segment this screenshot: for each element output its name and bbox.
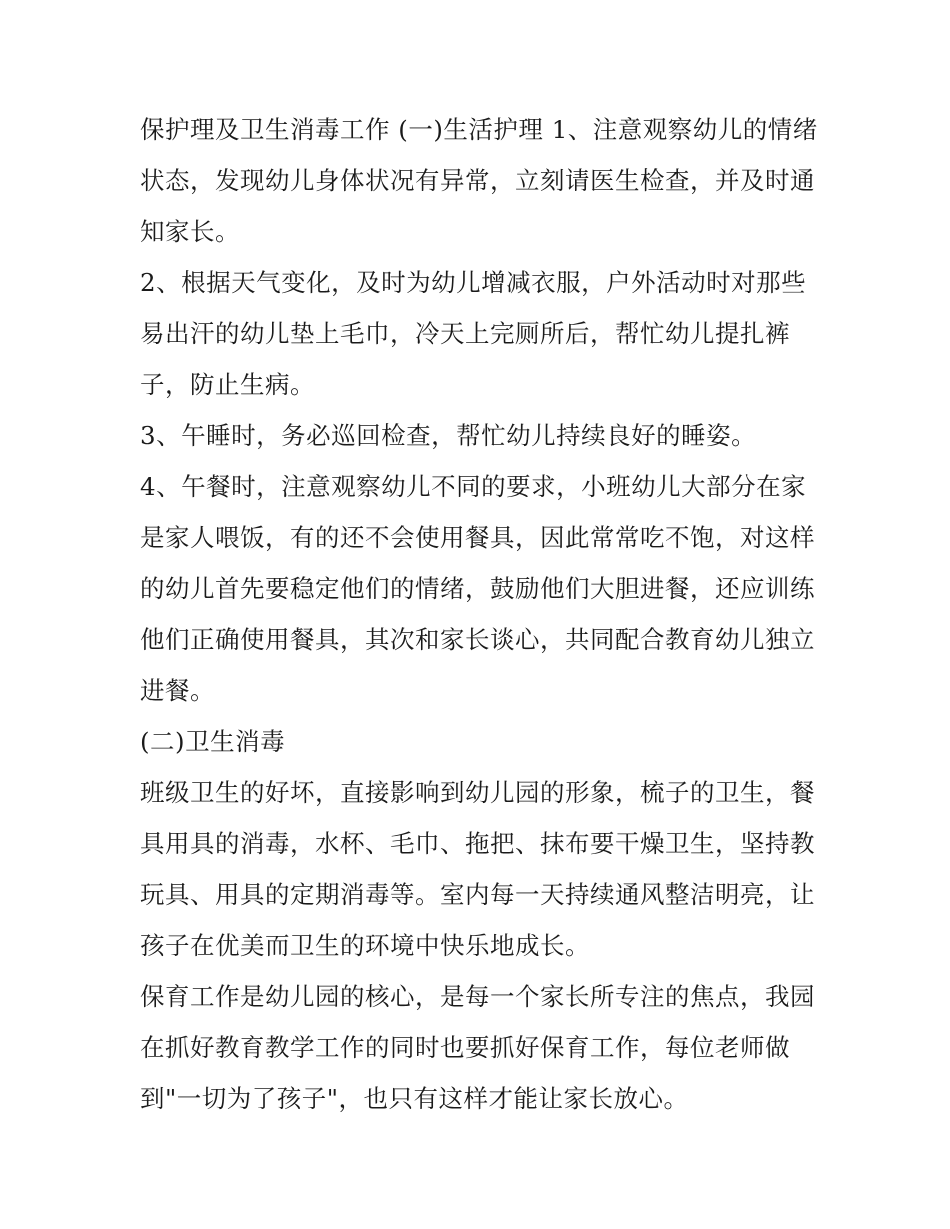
document-body: [140, 104, 820, 1124]
paragraph-nap-check: 3、午睡时，务必巡回检查，帮忙幼儿持续良好的睡姿。: [140, 421, 757, 450]
paragraph-conclusion: 保育工作是幼儿园的核心，是每一个家长所专注的焦点，我园在抓好教育教学工作的同时也要抓好保育工作，每位老师做到"一切为了孩子"，也只有这样才能让家长放心。: [140, 982, 815, 1113]
paragraph-lunch-care: 4、午餐时，注意观察幼儿不同的要求，小班幼儿大部分在家是家人喂饭，有的还不会使用餐具，因此常常吃不饱，对这样的幼儿首先要稳定他们的情绪，鼓励他们大胆进餐，还应训练他们正确使用餐具，其次和家长谈心，共同配合教育幼儿独立进餐。: [140, 472, 815, 705]
paragraph-class-hygiene: 班级卫生的好坏，直接影响到幼儿园的形象，梳子的卫生，餐具用具的消毒，水杯、毛巾、拖把、抹布要干燥卫生，坚持教玩具、用具的定期消毒等。室内每一天持续通风整洁明亮，让孩子在优美而卫生的环境中快乐地成长。: [140, 778, 815, 960]
paragraph-weather-clothing: 2、根据天气变化，及时为幼儿增减衣服，户外活动时对那些易出汗的幼儿垫上毛巾，冷天上完厕所后，帮忙幼儿提扎裤子，防止生病。: [140, 268, 807, 399]
section-heading-hygiene: (二)卫生消毒: [140, 727, 286, 756]
paragraph-care-intro: 保护理及卫生消毒工作 (一)生活护理 1、注意观察幼儿的情绪状态，发现幼儿身体状况有异常，立刻请医生检查，并及时通知家长。: [140, 115, 818, 246]
